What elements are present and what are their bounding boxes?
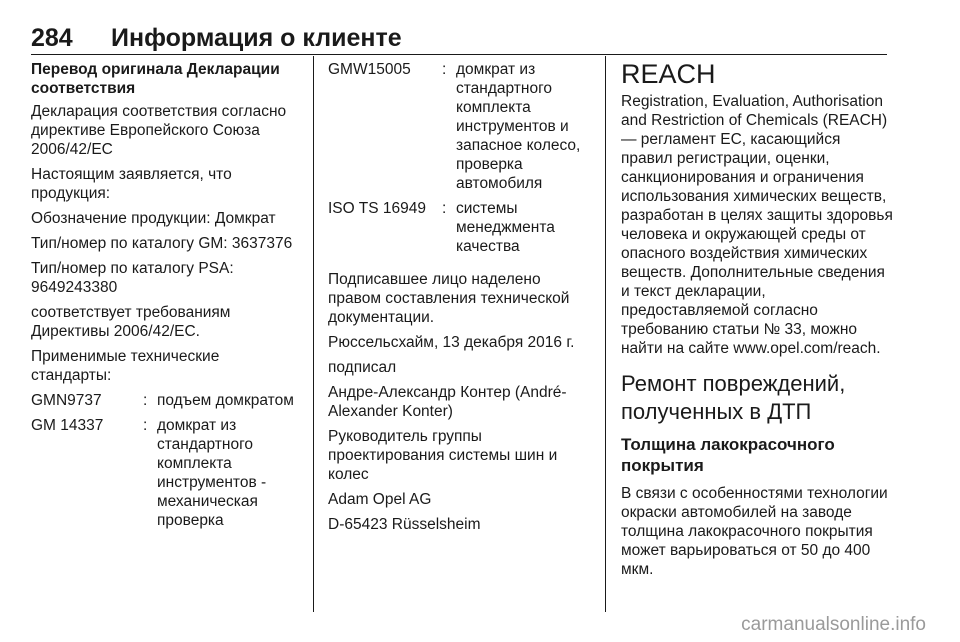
- paragraph: Тип/номер по каталогу GM: 3637376: [31, 235, 293, 252]
- subheading: Толщина лакокрасочного покрытия: [621, 435, 835, 475]
- standard-row: [328, 60, 596, 193]
- separator-colon: :: [143, 417, 148, 434]
- paragraph: Руководитель группы проектирования системы шин и колес: [328, 428, 558, 483]
- body-text: В связи с особенностями технологии окраски автомобилей на заводе толщина лакокрасочного покрытия может варьироваться от 50 до 400 мкм.: [621, 485, 888, 578]
- column-declaration: [31, 60, 301, 536]
- paragraph: Обозначение продукции: Домкрат: [31, 210, 276, 227]
- standard-description: системы менеджмента качества: [456, 200, 555, 255]
- column-signature: [328, 60, 596, 540]
- watermark: carmanualsonline.info: [741, 614, 926, 635]
- standard-code: GMW15005: [328, 61, 411, 78]
- running-title: Информация о клиенте: [111, 24, 402, 52]
- paragraph: соответствует требованиям Директивы 2006/42/EC.: [31, 304, 231, 340]
- column-divider: [605, 56, 606, 612]
- page-header: [31, 22, 931, 54]
- standard-row: [328, 199, 596, 256]
- paragraph: Применимые технические стандарты:: [31, 348, 220, 384]
- paragraph: Декларация соответствия согласно директиве Европейского Союза 2006/42/EC: [31, 103, 287, 158]
- standard-description: домкрат из стандартного комплекта инструментов - механическая проверка: [157, 417, 267, 529]
- paragraph: Тип/номер по каталогу PSA: 9649243380: [31, 260, 234, 296]
- section-title: Перевод оригинала Декларации соответствия: [31, 61, 280, 97]
- paragraph: Настоящим заявляется, что продукция:: [31, 166, 232, 202]
- standard-row: [31, 391, 301, 410]
- reach-text: Registration, Evaluation, Authorisation and Restriction of Chemicals (REACH) — регламент ЕС, касающийся правил регистрации, оценки, санкционирования и ограничения использования химических веществ, разработан в целях защиты здоровья человека и окружающей среды от опасного воздействия химических веществ. Дополнительные сведения и текст декларации, предоставляемой согласно требованию статьи № 33, можно найти на сайте www.opel.com/reach.: [621, 93, 893, 357]
- standard-row: [31, 416, 301, 530]
- standard-code: GMN9737: [31, 392, 102, 409]
- paragraph: Андре-Александр Контер (André-Alexander Konter): [328, 384, 567, 420]
- page-number: 284: [31, 24, 73, 52]
- standard-description: подъем домкратом: [157, 392, 294, 409]
- reach-title: REACH: [621, 59, 716, 89]
- paragraph: подписал: [328, 359, 397, 376]
- separator-colon: :: [442, 61, 447, 78]
- paragraph: Рюссельсхайм, 13 декабря 2016 г.: [328, 334, 575, 351]
- standard-description: домкрат из стандартного комплекта инструментов и запасное колесо, проверка автомобиля: [456, 61, 581, 192]
- paragraph: D-65423 Rüsselsheim: [328, 516, 481, 533]
- paragraph: Подписавшее лицо наделено правом составления технической документации.: [328, 271, 570, 326]
- paragraph: Adam Opel AG: [328, 491, 432, 508]
- column-reach: [621, 58, 893, 585]
- header-rule: [31, 54, 887, 55]
- column-divider: [313, 56, 314, 612]
- standard-code: GM 14337: [31, 417, 104, 434]
- standard-code: ISO TS 16949: [328, 200, 426, 217]
- section-heading: Ремонт повреждений, полученных в ДТП: [621, 371, 846, 424]
- separator-colon: :: [442, 200, 447, 217]
- separator-colon: :: [143, 392, 148, 409]
